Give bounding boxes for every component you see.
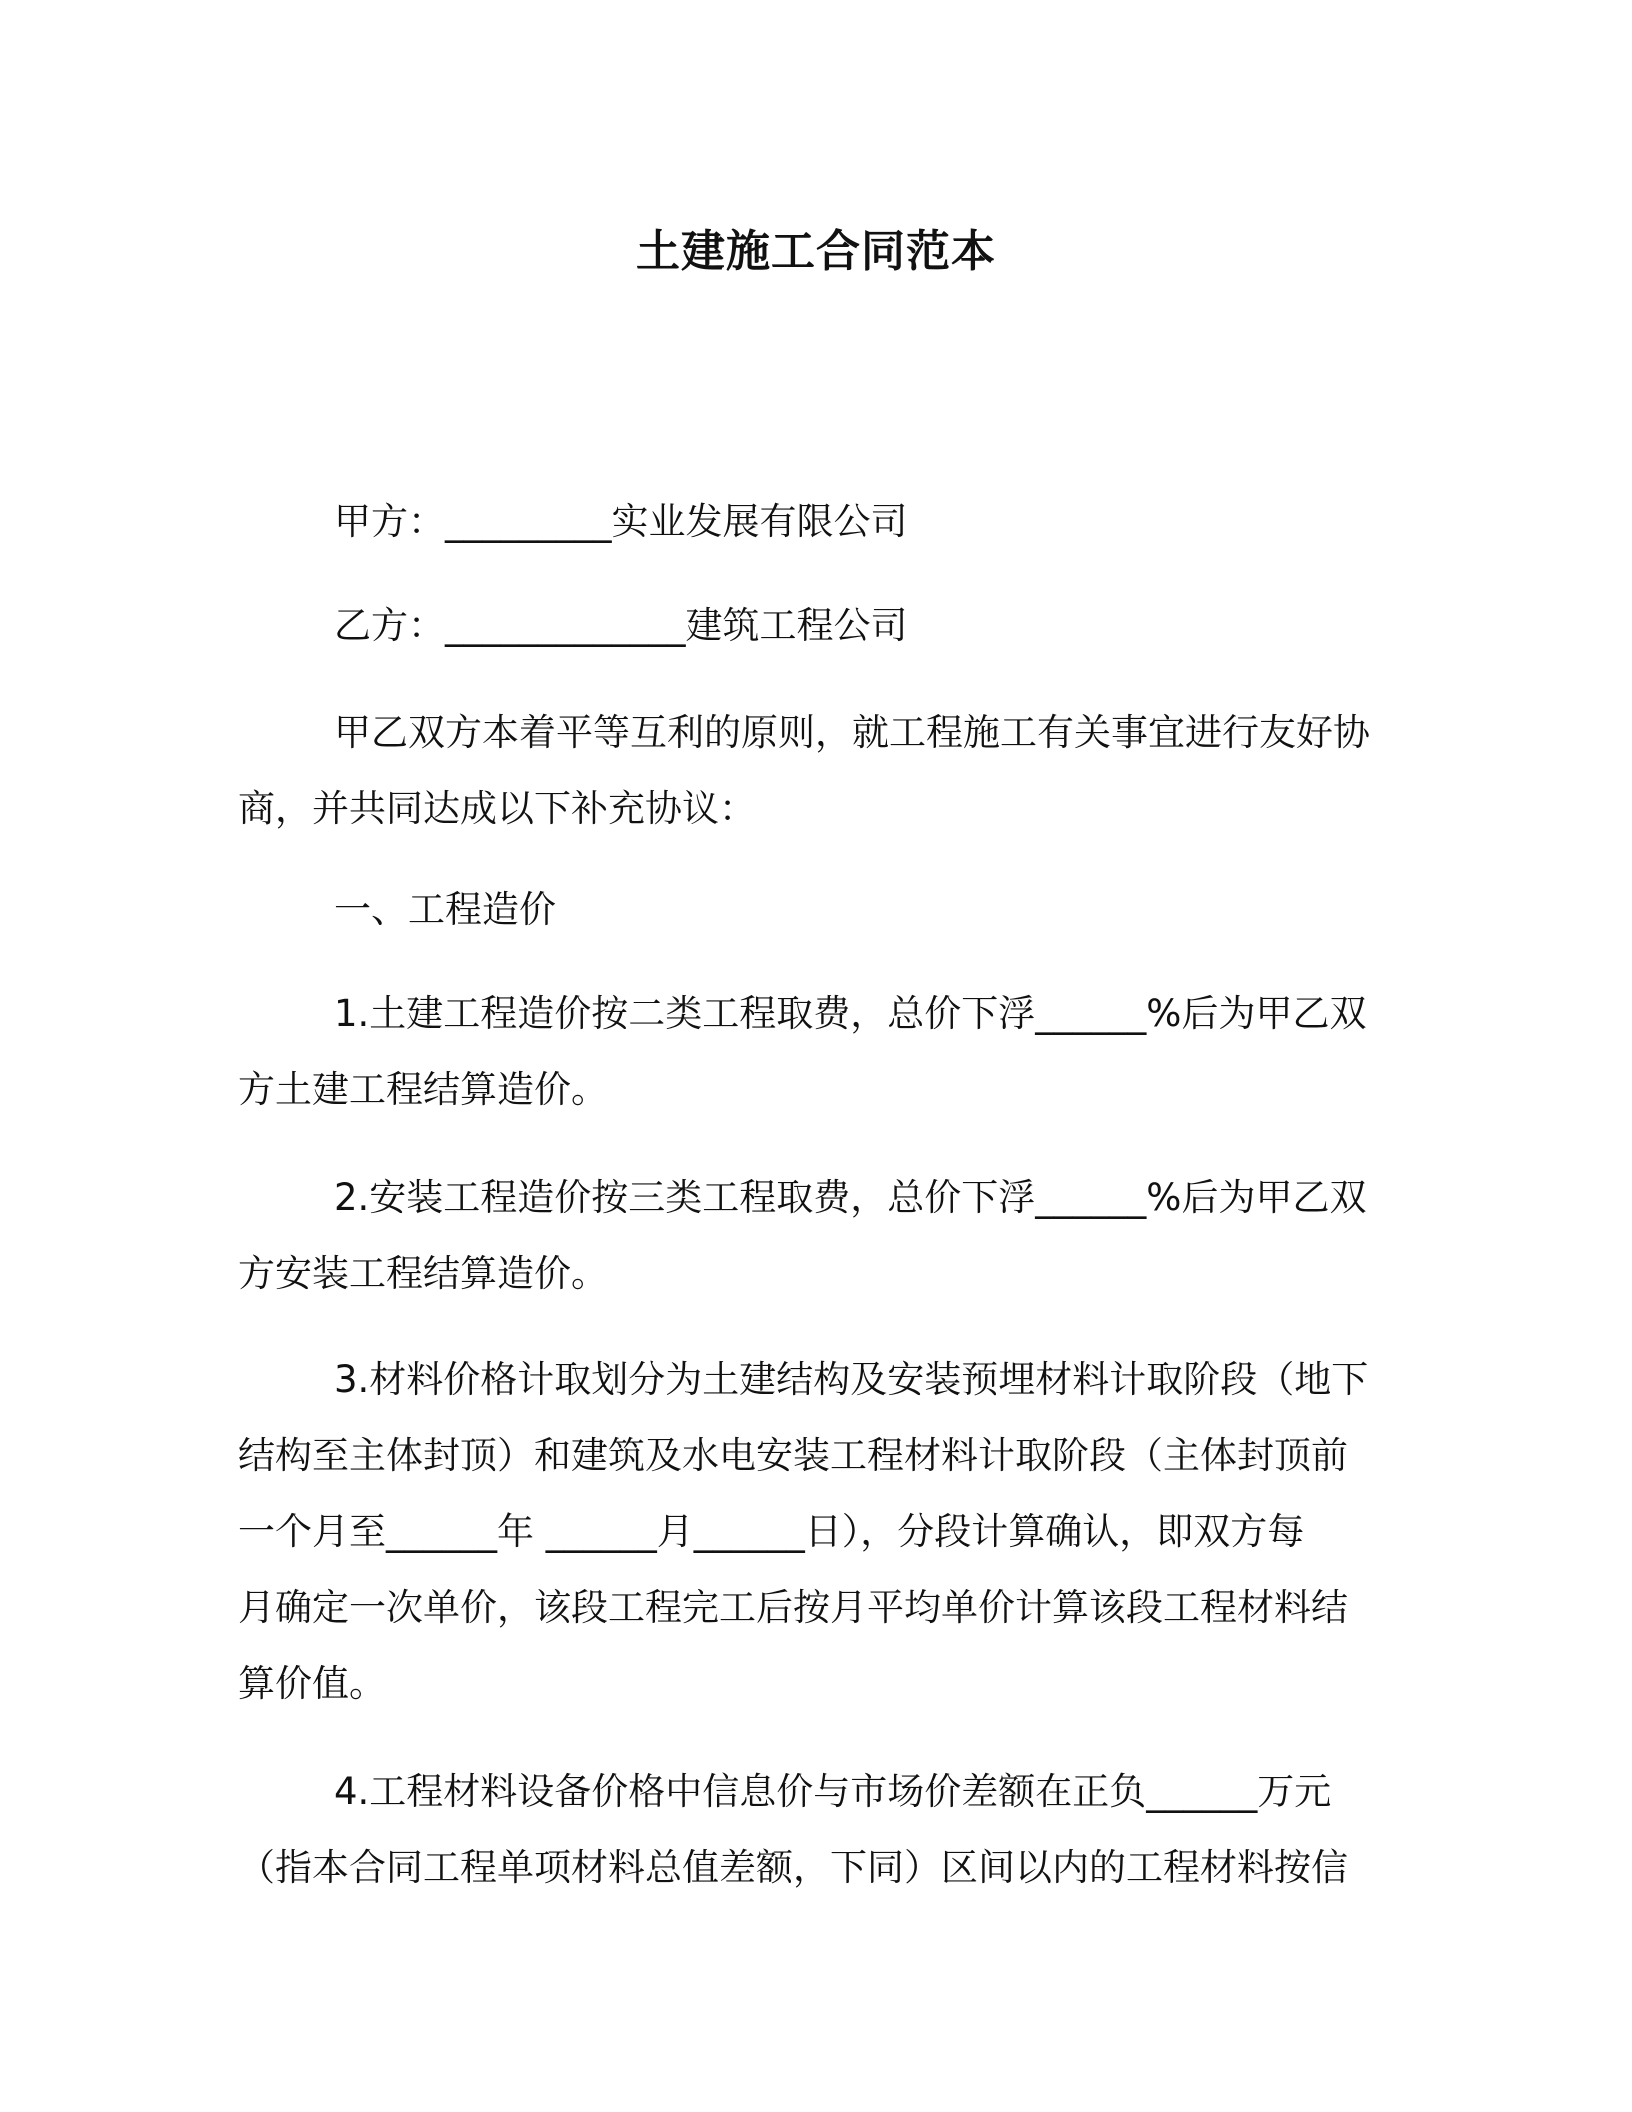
- clause-1-line-1: 1.土建工程造价按二类工程取费，总价下浮______%后为甲乙双: [334, 992, 1367, 1035]
- section-heading: [238, 872, 1398, 948]
- party-b-text: 乙方：_____________建筑工程公司: [334, 604, 908, 647]
- clause-4-line-1: 4.工程材料设备价格中信息价与市场价差额在正负______万元: [334, 1770, 1332, 1813]
- clause-1-line-2: 方土建工程结算造价。: [238, 1068, 608, 1111]
- clause-4: [238, 1754, 1398, 1906]
- section-1-heading: 一、工程造价: [334, 888, 556, 931]
- clause-3-line-3: 一个月至______年 ______月______日），分段计算确认，即双方每: [238, 1510, 1305, 1553]
- intro-line-2: 商，并共同达成以下补充协议：: [238, 787, 756, 830]
- clause-2: [238, 1160, 1398, 1312]
- clause-1: [238, 976, 1398, 1128]
- party-b-line: [238, 588, 1398, 664]
- party-a-text: 甲方：_________实业发展有限公司: [334, 500, 908, 543]
- clause-3-line-1: 3.材料价格计取划分为土建结构及安装预埋材料计取阶段（地下: [334, 1358, 1369, 1401]
- clause-2-line-2: 方安装工程结算造价。: [238, 1252, 608, 1295]
- intro-line-1: 甲乙双方本着平等互利的原则，就工程施工有关事宜进行友好协: [334, 711, 1370, 754]
- clause-3-line-2: 结构至主体封顶）和建筑及水电安装工程材料计取阶段（主体封顶前: [238, 1434, 1348, 1477]
- document-title: 土建施工合同范本: [636, 226, 996, 277]
- clause-4-line-2: （指本合同工程单项材料总值差额，下同）区间以内的工程材料按信: [238, 1846, 1348, 1889]
- clause-2-line-1: 2.安装工程造价按三类工程取费，总价下浮______%后为甲乙双: [334, 1176, 1367, 1219]
- party-a-line: [238, 484, 1398, 560]
- clause-3-line-4: 月确定一次单价，该段工程完工后按月平均单价计算该段工程材料结: [238, 1586, 1348, 1629]
- intro-paragraph: [238, 695, 1398, 847]
- clause-3: [238, 1342, 1398, 1722]
- clause-3-line-5: 算价值。: [238, 1662, 386, 1705]
